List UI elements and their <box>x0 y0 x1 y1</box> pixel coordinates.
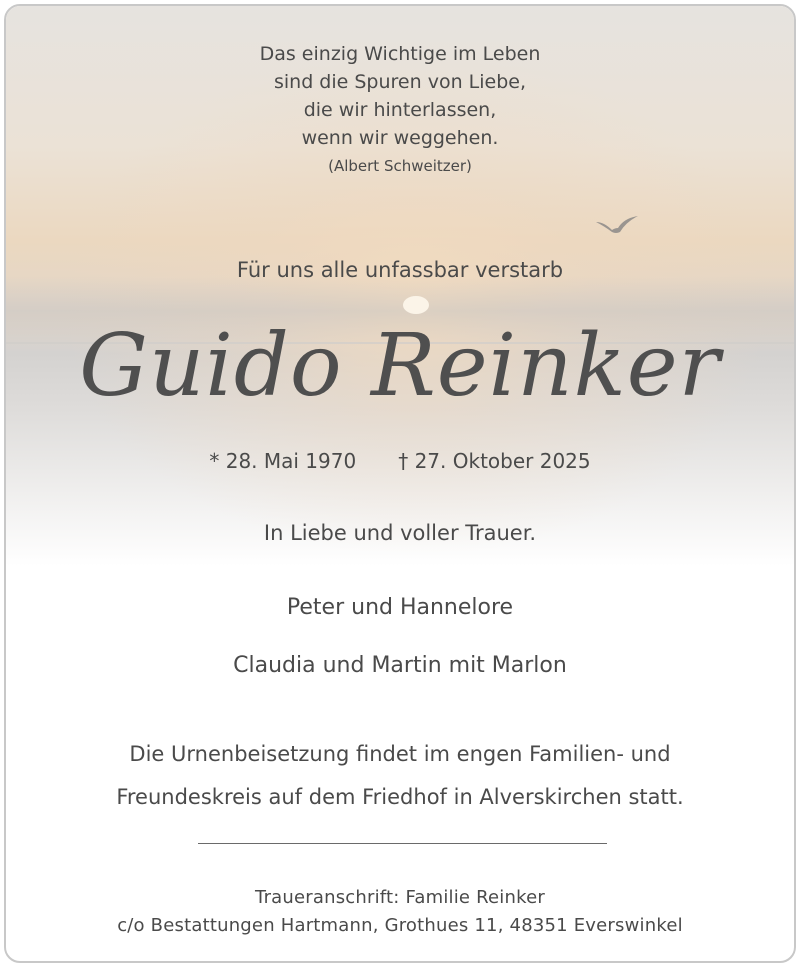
address-line: Traueranschrift: Familie Reinker <box>255 887 545 908</box>
quote-line: die wir hinterlassen, <box>303 99 497 121</box>
quote-block <box>6 40 794 178</box>
family-line: Claudia und Martin mit Marlon <box>233 653 567 678</box>
quote-line: sind die Spuren von Liebe, <box>273 71 526 93</box>
mourning-address <box>6 884 794 940</box>
quote-line: wenn wir weggehen. <box>301 127 499 149</box>
birth-date: * 28. Mai 1970 <box>209 449 357 473</box>
burial-notice-line: Die Urnenbeisetzung findet im engen Familien- und <box>129 742 671 766</box>
obituary-card <box>4 4 796 963</box>
address-line: c/o Bestattungen Hartmann, Grothues 11, 48351 Everswinkel <box>117 915 683 936</box>
death-date: † 27. Oktober 2025 <box>398 449 591 473</box>
deceased-name: Guido Reinker <box>79 316 721 416</box>
life-dates <box>6 446 794 476</box>
burial-notice-line: Freundeskreis auf dem Friedhof in Alverskirchen statt. <box>116 785 684 809</box>
divider-line <box>198 843 607 844</box>
burial-notice <box>6 733 794 819</box>
intro-text: Für uns alle unfassbar verstarb <box>236 258 564 282</box>
quote-author: (Albert Schweitzer) <box>328 157 472 175</box>
family-line: Peter und Hannelore <box>286 595 514 620</box>
seagull-icon <box>594 214 640 238</box>
mourning-text: In Liebe und voller Trauer. <box>263 521 537 545</box>
quote-line: Das einzig Wichtige im Leben <box>259 43 541 65</box>
